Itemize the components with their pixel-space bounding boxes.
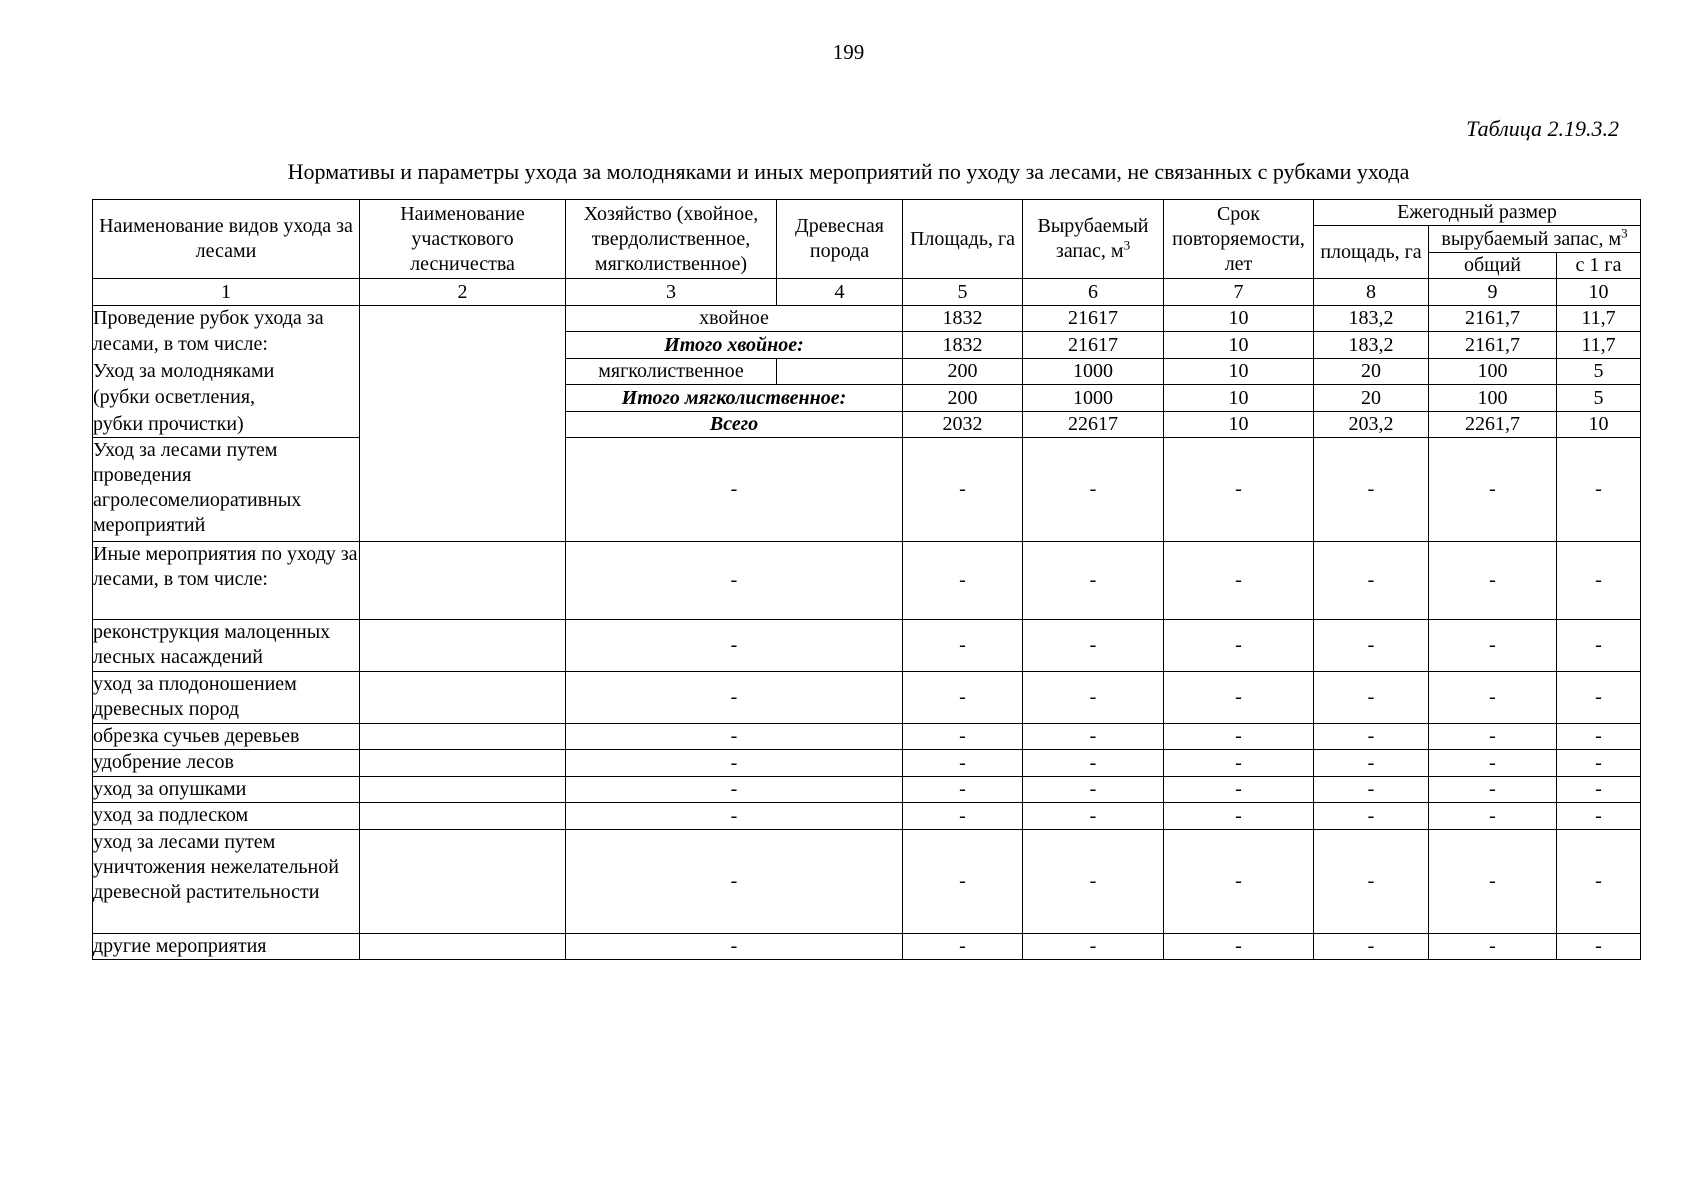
dash-cell: -: [903, 672, 1023, 724]
period-cell: 10: [1164, 306, 1314, 332]
row-name: Уход за лесами путем проведения агролесомелиоративных мероприятий: [93, 438, 360, 542]
header-annual-area: площадь, га: [1314, 226, 1429, 279]
table-row: [93, 803, 1641, 830]
col-number: 3: [566, 279, 777, 306]
col-number: 9: [1429, 279, 1557, 306]
volume-cell: 21617: [1023, 306, 1164, 332]
dash-cell: -: [566, 672, 903, 724]
header-area: Площадь, га: [903, 200, 1023, 279]
table-row: [93, 306, 1641, 332]
table-row: [93, 412, 1641, 438]
table-title: Нормативы и параметры ухода за молодняками и иных мероприятий по уходу за лесами, не связанных с рубками ухода: [287, 159, 1410, 184]
period-cell: 10: [1164, 332, 1314, 359]
dash-cell: -: [1164, 724, 1314, 750]
dash-cell: -: [1164, 672, 1314, 724]
farm-total-cell: Всего: [566, 412, 903, 438]
district-cell: [360, 542, 566, 620]
dash-cell: -: [1023, 750, 1164, 777]
dash-cell: -: [566, 830, 903, 934]
header-district: Наименование участкового лесничества: [360, 200, 566, 279]
dash-cell: -: [566, 438, 903, 542]
table-row: [93, 777, 1641, 803]
dash-cell: -: [1023, 672, 1164, 724]
area-cell: 2032: [903, 412, 1023, 438]
dash-cell: -: [1164, 934, 1314, 960]
farm-cell: мягколиственное: [566, 359, 777, 385]
annual-area-cell: 183,2: [1314, 332, 1429, 359]
header-annual-total: общий: [1429, 253, 1557, 279]
area-cell: 200: [903, 385, 1023, 412]
dash-cell: -: [1164, 830, 1314, 934]
district-cell: [360, 306, 566, 542]
row-name: Иные мероприятия по уходу за лесами, в том числе:: [93, 542, 360, 620]
dash-cell: -: [1023, 803, 1164, 830]
table-row: [93, 385, 1641, 412]
species-cell: [777, 359, 903, 385]
annual-area-cell: 20: [1314, 359, 1429, 385]
dash-cell: -: [1429, 724, 1557, 750]
dash-cell: -: [903, 438, 1023, 542]
annual-per-ha-cell: 10: [1557, 412, 1641, 438]
dash-cell: -: [1314, 724, 1429, 750]
table-label: Таблица 2.19.3.2: [1466, 116, 1619, 141]
annual-area-cell: 20: [1314, 385, 1429, 412]
dash-cell: -: [1164, 542, 1314, 620]
row-name: уход за подлеском: [93, 803, 360, 830]
row-name: уход за опушками: [93, 777, 360, 803]
district-cell: [360, 777, 566, 803]
row-name: лесами, в том числе:: [93, 332, 360, 359]
dash-cell: -: [566, 724, 903, 750]
dash-cell: -: [566, 620, 903, 672]
dash-cell: -: [1314, 830, 1429, 934]
district-cell: [360, 724, 566, 750]
farm-subtotal-cell: Итого хвойное:: [566, 332, 903, 359]
dash-cell: -: [1557, 542, 1641, 620]
header-annual-per-ha: с 1 га: [1557, 253, 1641, 279]
header-farm: Хозяйство (хвойное, твердолиственное, мягколиственное): [566, 200, 777, 279]
table-row: [93, 830, 1641, 934]
table-row: [93, 438, 1641, 542]
dash-cell: -: [566, 803, 903, 830]
annual-total-cell: 100: [1429, 385, 1557, 412]
row-name: Проведение рубок ухода за: [93, 306, 360, 332]
area-cell: 200: [903, 359, 1023, 385]
header-annual: Ежегодный размер: [1314, 200, 1641, 226]
dash-cell: -: [1557, 750, 1641, 777]
dash-cell: -: [1429, 672, 1557, 724]
dash-cell: -: [1023, 830, 1164, 934]
dash-cell: -: [1314, 620, 1429, 672]
col-number: 10: [1557, 279, 1641, 306]
dash-cell: -: [1557, 438, 1641, 542]
volume-cell: 1000: [1023, 385, 1164, 412]
page-number: 199: [832, 40, 865, 64]
header-annual-volume-sup: 3: [1621, 225, 1628, 240]
col-number: 6: [1023, 279, 1164, 306]
table-row: [93, 750, 1641, 777]
dash-cell: -: [1164, 803, 1314, 830]
dash-cell: -: [903, 724, 1023, 750]
table-row: [93, 934, 1641, 960]
header-volume-text: Вырубаемый запас, м: [1037, 215, 1149, 262]
dash-cell: -: [1023, 934, 1164, 960]
dash-cell: -: [903, 777, 1023, 803]
annual-per-ha-cell: 11,7: [1557, 306, 1641, 332]
annual-area-cell: 203,2: [1314, 412, 1429, 438]
district-cell: [360, 830, 566, 934]
dash-cell: -: [1314, 750, 1429, 777]
district-cell: [360, 934, 566, 960]
dash-cell: -: [1557, 777, 1641, 803]
col-number: 4: [777, 279, 903, 306]
dash-cell: -: [903, 803, 1023, 830]
dash-cell: -: [1023, 438, 1164, 542]
volume-cell: 22617: [1023, 412, 1164, 438]
col-number: 1: [93, 279, 360, 306]
row-name: (рубки осветления,: [93, 385, 360, 412]
table-row: [93, 724, 1641, 750]
header-species: Древесная порода: [777, 200, 903, 279]
district-cell: [360, 750, 566, 777]
dash-cell: -: [1314, 934, 1429, 960]
col-number: 5: [903, 279, 1023, 306]
dash-cell: -: [903, 542, 1023, 620]
dash-cell: -: [1164, 438, 1314, 542]
column-numbers-row: [93, 279, 1641, 306]
area-cell: 1832: [903, 332, 1023, 359]
annual-total-cell: 2161,7: [1429, 332, 1557, 359]
dash-cell: -: [1429, 542, 1557, 620]
farm-cell: хвойное: [566, 306, 903, 332]
header-volume-sup: 3: [1123, 237, 1131, 253]
forest-care-table: [92, 199, 1641, 960]
row-name: уход за плодоношением древесных пород: [93, 672, 360, 724]
annual-total-cell: 2161,7: [1429, 306, 1557, 332]
col-number: 2: [360, 279, 566, 306]
col-number: 7: [1164, 279, 1314, 306]
dash-cell: -: [1557, 830, 1641, 934]
row-name: Уход за молодняками: [93, 359, 360, 385]
district-cell: [360, 620, 566, 672]
dash-cell: -: [1429, 750, 1557, 777]
dash-cell: -: [1429, 620, 1557, 672]
dash-cell: -: [1429, 803, 1557, 830]
row-name: удобрение лесов: [93, 750, 360, 777]
dash-cell: -: [1557, 672, 1641, 724]
dash-cell: -: [1314, 438, 1429, 542]
header-period: Срок повторяемости, лет: [1164, 200, 1314, 279]
dash-cell: -: [1023, 620, 1164, 672]
row-name: другие мероприятия: [93, 934, 360, 960]
row-name: реконструкция малоценных лесных насаждений: [93, 620, 360, 672]
dash-cell: -: [566, 542, 903, 620]
dash-cell: -: [1557, 934, 1641, 960]
row-name: уход за лесами путем уничтожения нежелательной древесной растительности: [93, 830, 360, 934]
header-annual-volume: [1429, 226, 1641, 253]
dash-cell: -: [1023, 724, 1164, 750]
header-type: Наименование видов ухода за лесами: [93, 200, 360, 279]
header-volume: [1023, 200, 1164, 279]
volume-cell: 1000: [1023, 359, 1164, 385]
district-cell: [360, 803, 566, 830]
dash-cell: -: [1429, 830, 1557, 934]
dash-cell: -: [1429, 438, 1557, 542]
dash-cell: -: [1164, 750, 1314, 777]
period-cell: 10: [1164, 385, 1314, 412]
row-name: рубки прочистки): [93, 412, 360, 438]
table-row: [93, 620, 1641, 672]
dash-cell: -: [1164, 620, 1314, 672]
annual-per-ha-cell: 5: [1557, 385, 1641, 412]
period-cell: 10: [1164, 412, 1314, 438]
dash-cell: -: [903, 934, 1023, 960]
dash-cell: -: [1314, 803, 1429, 830]
dash-cell: -: [1557, 724, 1641, 750]
dash-cell: -: [1023, 777, 1164, 803]
volume-cell: 21617: [1023, 332, 1164, 359]
dash-cell: -: [1314, 672, 1429, 724]
dash-cell: -: [1314, 542, 1429, 620]
dash-cell: -: [903, 750, 1023, 777]
dash-cell: -: [1023, 542, 1164, 620]
dash-cell: -: [1164, 777, 1314, 803]
dash-cell: -: [1557, 620, 1641, 672]
annual-total-cell: 100: [1429, 359, 1557, 385]
dash-cell: -: [1314, 777, 1429, 803]
farm-subtotal-cell: Итого мягколиственное:: [566, 385, 903, 412]
row-name: обрезка сучьев деревьев: [93, 724, 360, 750]
dash-cell: -: [1429, 777, 1557, 803]
table-row: [93, 672, 1641, 724]
district-cell: [360, 672, 566, 724]
col-number: 8: [1314, 279, 1429, 306]
header-annual-volume-text: вырубаемый запас, м: [1441, 227, 1622, 250]
header-row-1: [93, 200, 1641, 226]
annual-total-cell: 2261,7: [1429, 412, 1557, 438]
annual-per-ha-cell: 11,7: [1557, 332, 1641, 359]
period-cell: 10: [1164, 359, 1314, 385]
dash-cell: -: [903, 830, 1023, 934]
area-cell: 1832: [903, 306, 1023, 332]
table-row: [93, 359, 1641, 385]
table-row: [93, 332, 1641, 359]
dash-cell: -: [566, 750, 903, 777]
table-row: [93, 542, 1641, 620]
annual-per-ha-cell: 5: [1557, 359, 1641, 385]
dash-cell: -: [566, 934, 903, 960]
dash-cell: -: [1429, 934, 1557, 960]
dash-cell: -: [566, 777, 903, 803]
dash-cell: -: [903, 620, 1023, 672]
dash-cell: -: [1557, 803, 1641, 830]
annual-area-cell: 183,2: [1314, 306, 1429, 332]
